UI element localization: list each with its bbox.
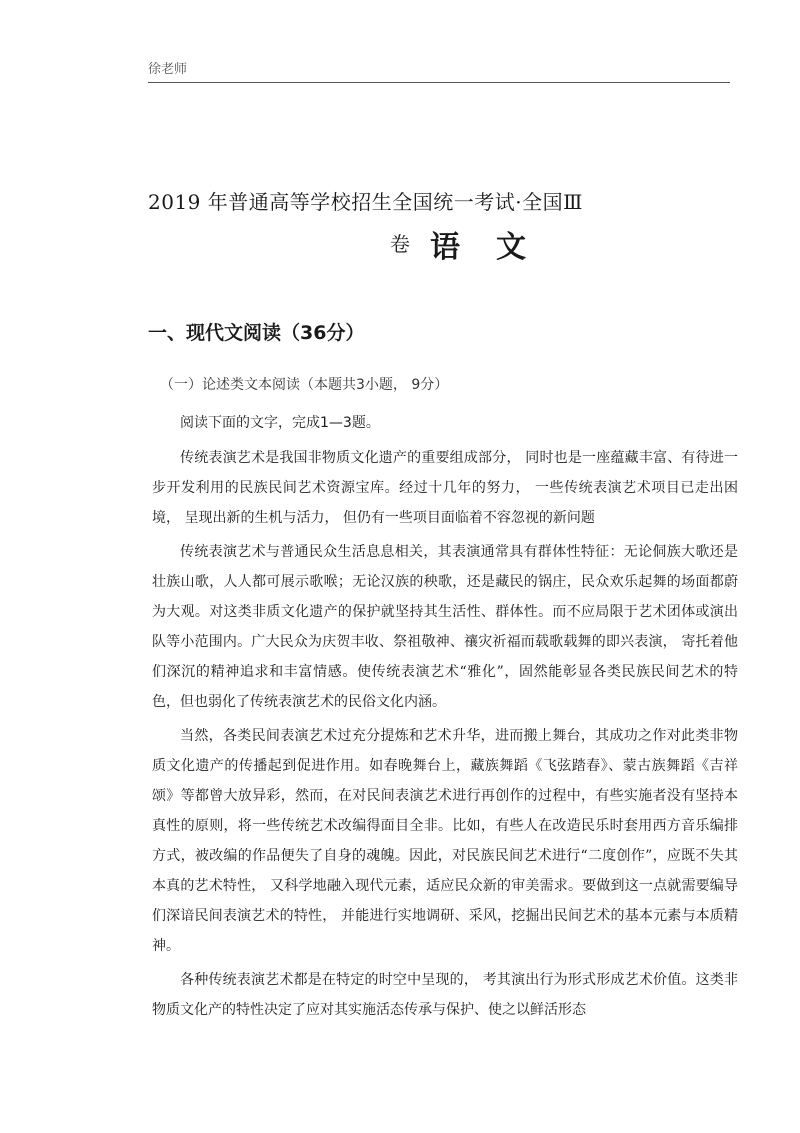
section-heading: 一、现代文阅读（36分） (148, 322, 365, 344)
header-teacher-name: 徐老师 (148, 62, 188, 77)
header-divider (148, 82, 730, 83)
reading-instruction: 阅读下面的文字，完成1—3题。 (180, 415, 380, 431)
page-title: 2019 年普通高等学校招生全国统一考试·全国Ⅲ (148, 190, 583, 214)
passage-paragraph-4: 各种传统表演艺术都是在特定的时空中呈现的， 考其演出行为形式形成艺术价值。这类非物质文化产的特性决定了应对其实施活态传承与保护、使之以鲜活形态 (152, 972, 738, 1018)
passage-paragraph-3: 当然，各类民间表演艺术过充分提炼和艺术升华，进而搬上舞台，其成功之作对此类非物质文化遗产的传播起到促进作用。如春晚舞台上，藏族舞蹈《飞弦踏春》、蒙古族舞蹈《吉祥颂》等都曾大放异彩，然而，在对民间表演艺术进行再创作的过程中，有些实施者没有坚持本真性的原则，将一些传统艺术改编得面目全非。比如，有些人在改造民乐时套用西方音乐编排方式，被改编的作品便失了自身的魂魄。因此，对民族民间艺术进行“二度创作”，应既不失其本真的艺术特性， 又科学地融入现代元素，适应民众新的审美需求。要做到这一点就需要编导们深谙民间表演艺术的特性， 并能进行实地调研、采风，挖掘出民间艺术的基本元素与本质精神。 (152, 728, 738, 954)
passage-paragraph-2: 传统表演艺术与普通民众生活息息相关，其表演通常具有群体性特征：无论侗族大歌还是壮族山歌，人人都可展示歌喉；无论汉族的秧歌，还是藏民的锅庄，民众欢乐起舞的场面都蔚为大观。对这类非质文化遗产的保护就坚持其生活性、群体性。而不应局限于艺术团体或演出队等小范围内。广大民众为庆贺丰收、祭祖敬神、禳灾祈福而载歌载舞的即兴表演， 寄托着他们深沉的精神追求和丰富情感。使传统表演艺术“雅化”，固然能彰显各类民族民间艺术的特色，但也弱化了传统表演艺术的民俗文化内涵。 (152, 544, 738, 710)
passage-body (152, 443, 738, 1029)
passage-paragraph-1: 传统表演艺术是我国非物质文化遗产的重要组成部分， 同时也是一座蕴藏丰富、有待进一步开发利用的民族民间艺术资源宝库。经过十几年的努力， 一些传统表演艺术项目已走出困境， 呈现出新的生机与活力， 但仍有一些项目面临着不容忽视的新问题 (152, 450, 738, 526)
page-title-prefix: 卷 (390, 232, 410, 256)
page-title-subject: 语文 (430, 230, 562, 265)
subsection-heading: （一）论述类文本阅读（本题共3小题， 9分） (160, 377, 449, 393)
